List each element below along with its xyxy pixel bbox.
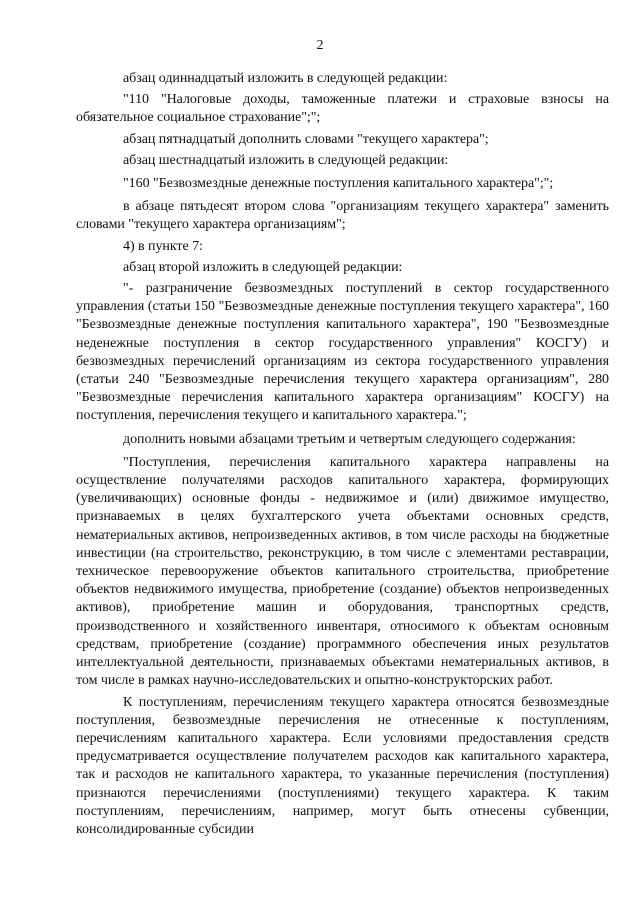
paragraph-razgranichenie: "- разграничение безвозмездных поступлений в сектор государственного управления (статьи 150 "Безвозмездные денежные поступления текущего характера", 160 "Безвозмездные денежные поступления капитального характера", 190 "Безвозмездные неденежные поступления в сектор государственного управления" КОСГУ) и безвозмездных перечислений организациям из сектора государственного управления (статьи 240 "Безвозмездные перечисления текущего характера организациям", 280 "Безвозмездные перечисления капитального характера организациям" КОСГУ) на поступления, перечисления текущего и капитального характера."; — [76, 281, 609, 424]
paragraph-160-text: "160 "Безвозмездные денежные поступления капитального характера";"; — [123, 176, 554, 192]
paragraph-dopolnit: дополнить новыми абзацами третьим и четвертым следующего содержания: — [123, 431, 576, 447]
document-body — [76, 70, 609, 839]
paragraph-abzac-52: в абзаце пятьдесят втором слова "организациям текущего характера" заменить словами "текущего характера организациям"; — [76, 199, 609, 233]
paragraph-abzac-16: абзац шестнадцатый изложить в следующей редакции: — [123, 152, 449, 168]
paragraph-abzac-2: абзац второй изложить в следующей редакции: — [123, 259, 403, 275]
paragraph-kapitalnogo-haraktera: "Поступления, перечисления капитального характера направлены на осуществление получателями расходов капитального характера, формирующих (увеличивающих) основные фонды - недвижимое и (или) движимое имущество, признаваемых в целях бухгалтерского учета объектами основных средств, нематериальных активов, непроизведенных активов, в том числе расходы на бюджетные инвестиции (на строительство, реконструкцию, в том числе с элементами реставрации, техническое перевооружение объектов капитального строительства, приобретение объектов недвижимого имущества, приобретение (создание) объектов непроизведенных активов), приобретение машин и оборудования, транспортных средств, производственного и хозяйственного инвентаря, относимого к объектам основным средствам, приобретение (создание) программного обеспечения иных результатов интеллектуальной деятельности, признаваемых объектами нематериальных активов, в том числе в рамках научно-исследовательских и опытно-конструкторских работ. — [76, 454, 609, 689]
paragraph-abzac-15: абзац пятнадцатый дополнить словами "текущего характера"; — [123, 131, 489, 147]
paragraph-punkt-7: 4) в пункте 7: — [123, 238, 203, 254]
paragraph-110-text: "110 "Налоговые доходы, таможенные платежи и страховые взносы на обязательное социальное страхование";"; — [76, 92, 609, 126]
paragraph-tekushchego-haraktera: К поступлениям, перечислениям текущего характера относятся безвозмездные поступления, безвозмездные перечисления не отнесенные к поступлениям, перечислениям капитального характера. Если условиями предоставления средств предусматривается осуществление получателем расходов как капитального характера, так и расходов не капитального характера, то указанные перечисления (поступления) признаются перечислениями (поступлениями) текущего характера. К таким поступлениям, перечислениям, например, могут быть отнесены субвенции, консолидированные субсидии — [76, 694, 609, 837]
paragraph-abzac-11: абзац одиннадцатый изложить в следующей редакции: — [123, 71, 448, 86]
page-number: 2 — [316, 38, 324, 53]
